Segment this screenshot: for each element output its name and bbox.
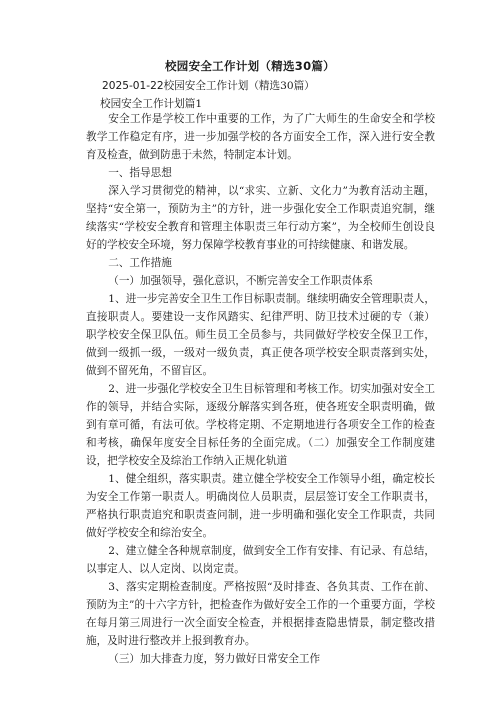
- paragraph-item-4: 2、建立健全各种规章制度，做到安全工作有安排、有记录、有总结，以事定人、以人定岗、以岗定责。: [86, 545, 435, 575]
- paragraph-item-3: 1、健全组织，落实职责。建立健全学校安全工作领导小组，确定校长为安全工作第一职责人。明确岗位人员职责，层层签订安全工作职责书，严格执行职责追究和职责查问制，进一步明确和强化安全工作职责，共同做好学校安全和综治安全。: [86, 473, 435, 539]
- document-body: [86, 110, 435, 668]
- document-title: 校园安全工作计划（精选30篇）: [164, 59, 335, 73]
- paragraph-intro: 安全工作是学校工作中重要的工作，为了广大师生的生命安全和学校教学工作稳定有序，进一步加强学校的各方面安全工作，深入进行安全教育及检查，做到防患于未然，特制定本计划。: [86, 113, 435, 161]
- paragraph-item-5: 3、落实定期检查制度。严格按照“及时排查、各负其责、工作在前、预防为主”的十六字方针，把检查作为做好安全工作的一个重要方面，学校在每月第三周进行一次全面安全检查，并根据排查隐患情景，制定整改措施，及时进行整改并上报到教育办。: [86, 581, 435, 647]
- document-meta-line: [102, 78, 315, 93]
- section-subtitle: 校园安全工作计划篇1: [100, 98, 203, 110]
- subheading-inspection: （三）加大排查力度，努力做好日常安全工作: [108, 653, 321, 665]
- meta-title: 校园安全工作计划（精选30篇）: [163, 80, 315, 92]
- paragraph-item-1: 1、进一步完善安全卫生工作目标职责制。继续明确安全管理职责人，直接职责人。要建设一支作风踏实、纪律严明、防卫技术过硬的专（兼）职学校安全保卫队伍。师生员工全员参与，共同做好学校安全保卫工作，做到一级抓一级，一级对一级负责，真正使各项学校安全职责落到实处，做到不留死角，不留盲区。: [86, 293, 435, 377]
- paragraph-guiding-ideology: 深入学习贯彻党的精神，以“求实、立新、文化力”为教育活动主题，坚持“安全第一，预防为主”的方针，进一步强化安全工作职责追究制，继续落实“学校安全教育和管理主体职责三年行动方案”，为全校师生创设良好的学校安全环境，努力保障学校教育事业的可持续健康、和谐发展。: [86, 185, 435, 251]
- subheading-leadership: （一）加强领导，强化意识，不断完善安全工作职责体系: [108, 275, 374, 287]
- heading-guiding-ideology: 一、指导思想: [108, 167, 172, 179]
- publish-date: 2025-01-22: [102, 80, 164, 92]
- heading-work-measures: 二、工作措施: [108, 257, 172, 269]
- paragraph-item-2: 2、进一步强化学校安全卫生目标管理和考核工作。切实加强对安全工作的领导，并结合实际，逐级分解落实到各班，使各班安全职责明确，做到有章可循，有法可依。学校将定期、不定期地进行各项安全工作的检查和考核，确保年度安全目标任务的全面完成。（二）加强安全工作制度建设，把学校安全及综治工作纳入正规化轨道: [86, 383, 435, 467]
